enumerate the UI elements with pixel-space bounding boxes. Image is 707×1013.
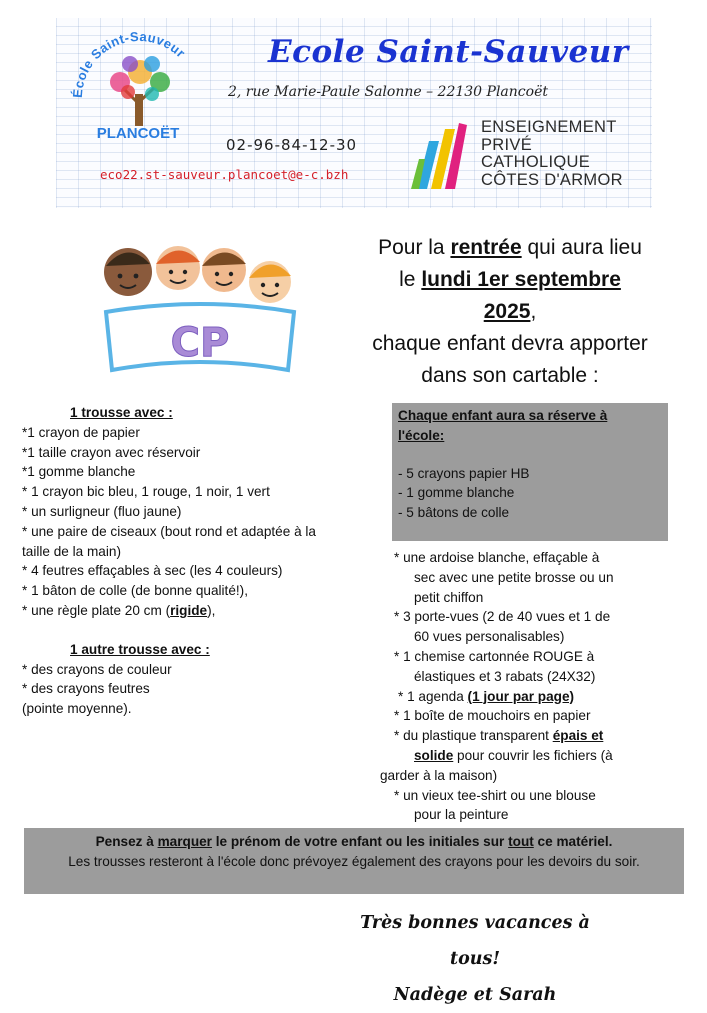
list-item: * du plastique transparent épais et bbox=[394, 728, 604, 744]
school-name: Ecole Saint-Sauveur bbox=[268, 34, 629, 70]
tree-icon bbox=[110, 56, 170, 126]
school-email: eco22.st-sauveur.plancoet@e-c.bzh bbox=[100, 167, 349, 182]
list-item: * 3 porte-vues (2 de 40 vues et 1 de bbox=[394, 609, 611, 625]
child-face-icon bbox=[202, 248, 246, 292]
reserve-title: l'école: bbox=[398, 427, 445, 443]
child-face-icon bbox=[104, 248, 152, 296]
list-item: * un surligneur (fluo jaune) bbox=[22, 503, 182, 519]
list-item: *1 gomme blanche bbox=[22, 464, 136, 480]
signoff-signature: Nadège et Sarah bbox=[393, 985, 557, 1005]
list-item: sec avec une petite brosse ou un bbox=[414, 569, 614, 585]
list-item: *1 taille crayon avec réservoir bbox=[22, 444, 201, 460]
list-item: *1 crayon de papier bbox=[22, 424, 140, 440]
footer-note bbox=[24, 828, 684, 894]
list-item: * 1 bâton de colle (de bonne qualité!), bbox=[22, 583, 248, 599]
list-item: taille de la main) bbox=[22, 543, 121, 559]
left-supply-list bbox=[22, 403, 367, 719]
footer-line: Pensez à marquer le prénom de votre enfant ou les initiales sur tout ce matériel. bbox=[95, 834, 613, 849]
ec-line: CATHOLIQUE bbox=[481, 153, 591, 171]
ec-text bbox=[481, 119, 623, 189]
enseignement-catholique-logo bbox=[403, 117, 641, 193]
list-item: (pointe moyenne). bbox=[22, 701, 132, 717]
list-item: * 1 agenda (1 jour par page) bbox=[398, 688, 575, 704]
section-title: 1 trousse avec : bbox=[70, 405, 173, 420]
list-item: garder à la maison) bbox=[380, 767, 498, 783]
school-phone: 02-96-84-12-30 bbox=[226, 136, 358, 154]
child-face-icon bbox=[249, 261, 291, 303]
list-item: - 5 bâtons de colle bbox=[398, 505, 510, 521]
section-title: 1 autre trousse avec : bbox=[70, 641, 210, 657]
signoff-greeting: Très bonnes vacances à tous! bbox=[360, 913, 590, 969]
list-item: * un vieux tee-shirt ou une blouse bbox=[394, 787, 596, 803]
list-item: - 1 gomme blanche bbox=[398, 485, 515, 501]
ec-line: PRIVÉ bbox=[481, 135, 533, 154]
reserve-title: Chaque enfant aura sa réserve à bbox=[398, 408, 608, 423]
intro-text: Pour la rentrée qui aura lieu le lundi 1er septembre 2025, chaque enfant devra apporter dans son cartable : bbox=[372, 236, 648, 387]
footer-line: Les trousses resteront à l'école donc prévoyez également des crayons pour les devoirs du soir. bbox=[68, 853, 640, 869]
list-item: * des crayons feutres bbox=[22, 681, 150, 697]
ec-line: CÔTES D'ARMOR bbox=[481, 170, 623, 189]
list-item: * 4 feutres effaçables à sec (les 4 couleurs) bbox=[22, 563, 283, 579]
list-item: pour la peinture bbox=[414, 807, 509, 823]
list-item: * une ardoise blanche, effaçable à bbox=[394, 550, 600, 565]
list-item: * 1 chemise cartonnée ROUGE à bbox=[394, 648, 595, 664]
list-item: élastiques et 3 rabats (24X32) bbox=[414, 668, 596, 684]
list-item: 60 vues personalisables) bbox=[414, 629, 565, 645]
cp-banner-text: CP bbox=[170, 320, 230, 366]
list-item: * une règle plate 20 cm (rigide), bbox=[22, 602, 216, 618]
list-item: solide pour couvrir les fichiers (à bbox=[414, 747, 613, 763]
children-illustration bbox=[100, 238, 300, 378]
reserve-box bbox=[392, 403, 668, 541]
child-face-icon bbox=[156, 246, 200, 290]
logo-city: PLANCOËT bbox=[96, 125, 180, 142]
list-item: - 5 crayons papier HB bbox=[398, 465, 530, 481]
list-item: * 1 boîte de mouchoirs en papier bbox=[394, 708, 591, 724]
ec-line: ENSEIGNEMENT bbox=[481, 118, 617, 136]
list-item: petit chiffon bbox=[414, 589, 484, 605]
right-supply-list bbox=[380, 548, 690, 825]
school-address: 2, rue Marie-Paule Salonne – 22130 Plancoët bbox=[228, 84, 548, 100]
list-item: * 1 crayon bic bleu, 1 rouge, 1 noir, 1 vert bbox=[22, 484, 270, 500]
list-item: * des crayons de couleur bbox=[22, 661, 172, 677]
list-item: * une paire de ciseaux (bout rond et adaptée à la bbox=[22, 523, 316, 539]
logo-arc-text: École Saint-Sauveur bbox=[69, 28, 189, 99]
ec-flame-icon bbox=[409, 119, 469, 191]
signoff bbox=[340, 905, 610, 1013]
